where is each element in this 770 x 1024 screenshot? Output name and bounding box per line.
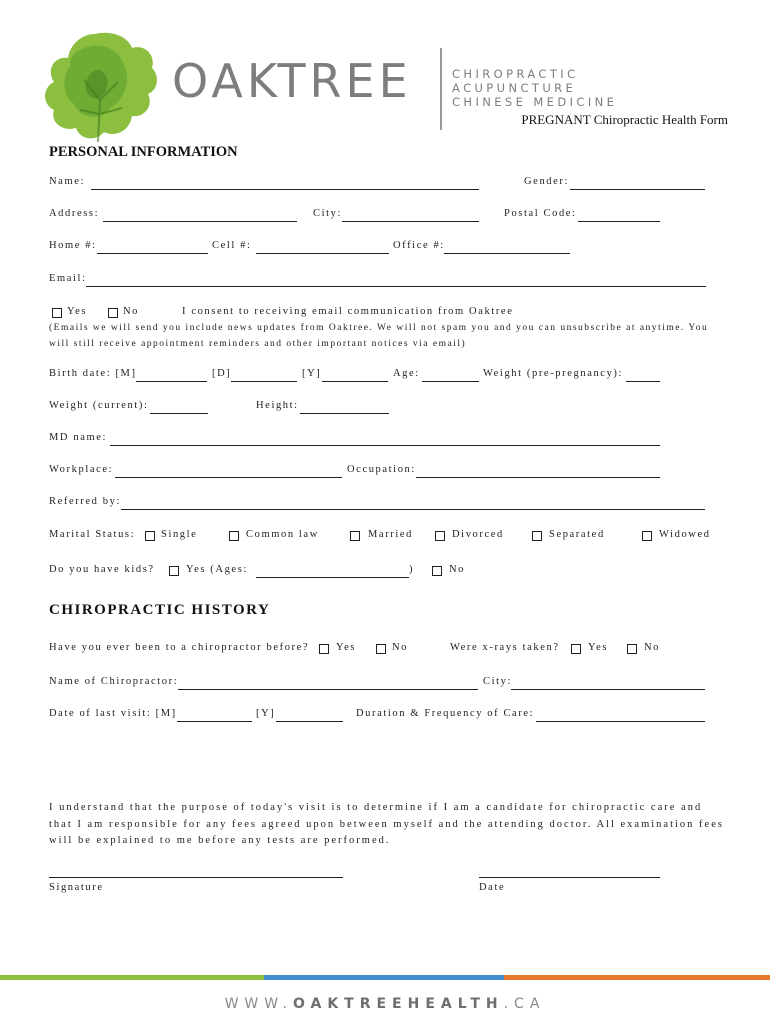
postal-code-label: Postal Code:	[504, 208, 577, 219]
signature-field[interactable]	[49, 877, 343, 878]
chiro-before-yes-label: Yes	[336, 642, 357, 653]
date-label: Date	[479, 882, 506, 893]
row-weight-height	[0, 400, 770, 418]
workplace-field[interactable]	[115, 477, 342, 478]
gender-label: Gender:	[524, 176, 570, 187]
xrays-yes-checkbox[interactable]	[571, 644, 581, 654]
marital-widowed-checkbox[interactable]	[642, 531, 652, 541]
office-phone-field[interactable]	[444, 253, 570, 254]
footer-bar-orange	[504, 975, 770, 980]
age-label: Age:	[393, 368, 420, 379]
row-workplace	[0, 464, 770, 482]
row-phones	[0, 240, 770, 258]
chiropractor-name-label: Name of Chiropractor:	[49, 676, 179, 687]
email-field[interactable]	[86, 286, 706, 287]
home-phone-field[interactable]	[97, 253, 208, 254]
footer-website[interactable]	[0, 996, 770, 1012]
name-field[interactable]	[91, 189, 479, 190]
kids-no-checkbox[interactable]	[432, 566, 442, 576]
marital-widowed-label: Widowed	[659, 529, 711, 540]
footer-suffix: .CA	[503, 996, 546, 1012]
cell-phone-label: Cell #:	[212, 240, 252, 251]
postal-code-field[interactable]	[578, 221, 660, 222]
marital-married-checkbox[interactable]	[350, 531, 360, 541]
address-field[interactable]	[103, 221, 297, 222]
marital-divorced-checkbox[interactable]	[435, 531, 445, 541]
kids-ages-field[interactable]	[256, 577, 409, 578]
birth-year-field[interactable]	[322, 381, 388, 382]
chiro-city-field[interactable]	[511, 689, 705, 690]
weight-pre-label: Weight (pre-pregnancy):	[483, 368, 624, 379]
service-chiropractic: CHIROPRACTIC	[452, 67, 579, 81]
row-birth	[0, 368, 770, 386]
birth-day-field[interactable]	[231, 381, 297, 382]
chiro-before-label: Have you ever been to a chiropractor before?	[49, 642, 310, 653]
service-acupuncture: ACUPUNCTURE	[452, 81, 577, 95]
service-chinese-medicine: CHINESE MEDICINE	[452, 95, 618, 109]
birth-month-label: Birth date: [M]	[49, 368, 137, 379]
form-title: PREGNANT Chiropractic Health Form	[521, 112, 728, 127]
marital-married-label: Married	[368, 529, 414, 540]
name-label: Name:	[49, 176, 85, 187]
occupation-field[interactable]	[416, 477, 660, 478]
marital-common-law-checkbox[interactable]	[229, 531, 239, 541]
duration-field[interactable]	[536, 721, 705, 722]
footer-bar-blue	[264, 975, 504, 980]
kids-label: Do you have kids?	[49, 564, 155, 575]
date-field[interactable]	[479, 877, 660, 878]
last-visit-year-label: [Y]	[256, 708, 276, 719]
duration-label: Duration & Frequency of Care:	[356, 708, 535, 719]
xrays-no-label: No	[644, 642, 661, 653]
services-list	[452, 67, 617, 109]
xrays-label: Were x-rays taken?	[450, 642, 560, 653]
kids-ages-close: )	[409, 564, 415, 575]
row-referred	[0, 496, 770, 514]
section-chiropractic-heading: CHIROPRACTIC HISTORY	[49, 602, 271, 618]
md-name-field[interactable]	[110, 445, 660, 446]
office-phone-label: Office #:	[393, 240, 445, 251]
row-chiro-before	[0, 642, 770, 660]
cell-phone-field[interactable]	[256, 253, 389, 254]
marital-separated-label: Separated	[549, 529, 605, 540]
kids-yes-label: Yes (Ages:	[186, 564, 248, 575]
kids-yes-checkbox[interactable]	[169, 566, 179, 576]
kids-no-label: No	[449, 564, 466, 575]
row-md	[0, 432, 770, 450]
md-name-label: MD name:	[49, 432, 107, 443]
birth-day-label: [D]	[212, 368, 232, 379]
row-marital	[0, 529, 770, 547]
address-label: Address:	[49, 208, 100, 219]
last-visit-year-field[interactable]	[276, 721, 343, 722]
height-label: Height:	[256, 400, 299, 411]
xrays-no-checkbox[interactable]	[627, 644, 637, 654]
footer-prefix: WWW.	[224, 996, 293, 1012]
chiro-before-yes-checkbox[interactable]	[319, 644, 329, 654]
row-address	[0, 208, 770, 226]
marital-divorced-label: Divorced	[452, 529, 504, 540]
weight-current-field[interactable]	[150, 413, 208, 414]
city-field[interactable]	[342, 221, 479, 222]
section-personal-heading: PERSONAL INFORMATION	[49, 144, 238, 160]
gender-field[interactable]	[570, 189, 705, 190]
height-field[interactable]	[300, 413, 389, 414]
referred-label: Referred by:	[49, 496, 121, 507]
weight-current-label: Weight (current):	[49, 400, 149, 411]
last-visit-month-field[interactable]	[177, 721, 252, 722]
marital-single-label: Single	[161, 529, 198, 540]
signature-label: Signature	[49, 882, 104, 893]
city-label: City:	[313, 208, 343, 219]
row-email	[0, 273, 770, 291]
occupation-label: Occupation:	[347, 464, 416, 475]
consent-no-label: No	[123, 306, 140, 317]
birth-year-label: [Y]	[302, 368, 322, 379]
email-note: (Emails we will send you include news updates from Oaktree. We will not spam you and you can unsubscribe at anytime. You will still receive appointment reminders and other important notices via email)	[49, 323, 709, 349]
consent-no-checkbox[interactable]	[108, 308, 118, 318]
email-label: Email:	[49, 273, 87, 284]
home-phone-label: Home #:	[49, 240, 97, 251]
oak-leaf-logo	[40, 30, 160, 150]
chiro-before-no-checkbox[interactable]	[376, 644, 386, 654]
chiropractor-name-field[interactable]	[178, 689, 478, 690]
marital-label: Marital Status:	[49, 529, 136, 540]
brand-wordmark: OAKTREE	[172, 54, 412, 108]
consent-yes-checkbox[interactable]	[52, 308, 62, 318]
consent-yes-label: Yes	[67, 306, 88, 317]
marital-separated-checkbox[interactable]	[532, 531, 542, 541]
agreement-text: I understand that the purpose of today's visit is to determine if I am a candidate for chiropractic care and that I am responsible for any fees agreed upon between myself and the attending doctor. All examination fees will be explained to me before any tests are performed.	[49, 802, 724, 846]
row-chiro-name	[0, 676, 770, 694]
row-kids	[0, 564, 770, 582]
row-last-visit	[0, 708, 770, 726]
referred-field[interactable]	[121, 509, 705, 510]
marital-common-law-label: Common law	[246, 529, 319, 540]
marital-single-checkbox[interactable]	[145, 531, 155, 541]
header-divider	[440, 48, 442, 130]
last-visit-month-label: Date of last visit: [M]	[49, 708, 177, 719]
footer-bar-green	[0, 975, 264, 980]
age-field[interactable]	[422, 381, 479, 382]
chiro-before-no-label: No	[392, 642, 409, 653]
weight-pre-field[interactable]	[626, 381, 660, 382]
workplace-label: Workplace:	[49, 464, 114, 475]
row-name-gender	[0, 176, 770, 194]
xrays-yes-label: Yes	[588, 642, 609, 653]
birth-month-field[interactable]	[136, 381, 207, 382]
consent-statement: I consent to receiving email communication from Oaktree	[182, 306, 514, 317]
footer-domain: OAKTREEHEALTH	[292, 996, 504, 1012]
chiro-city-label: City:	[483, 676, 513, 687]
